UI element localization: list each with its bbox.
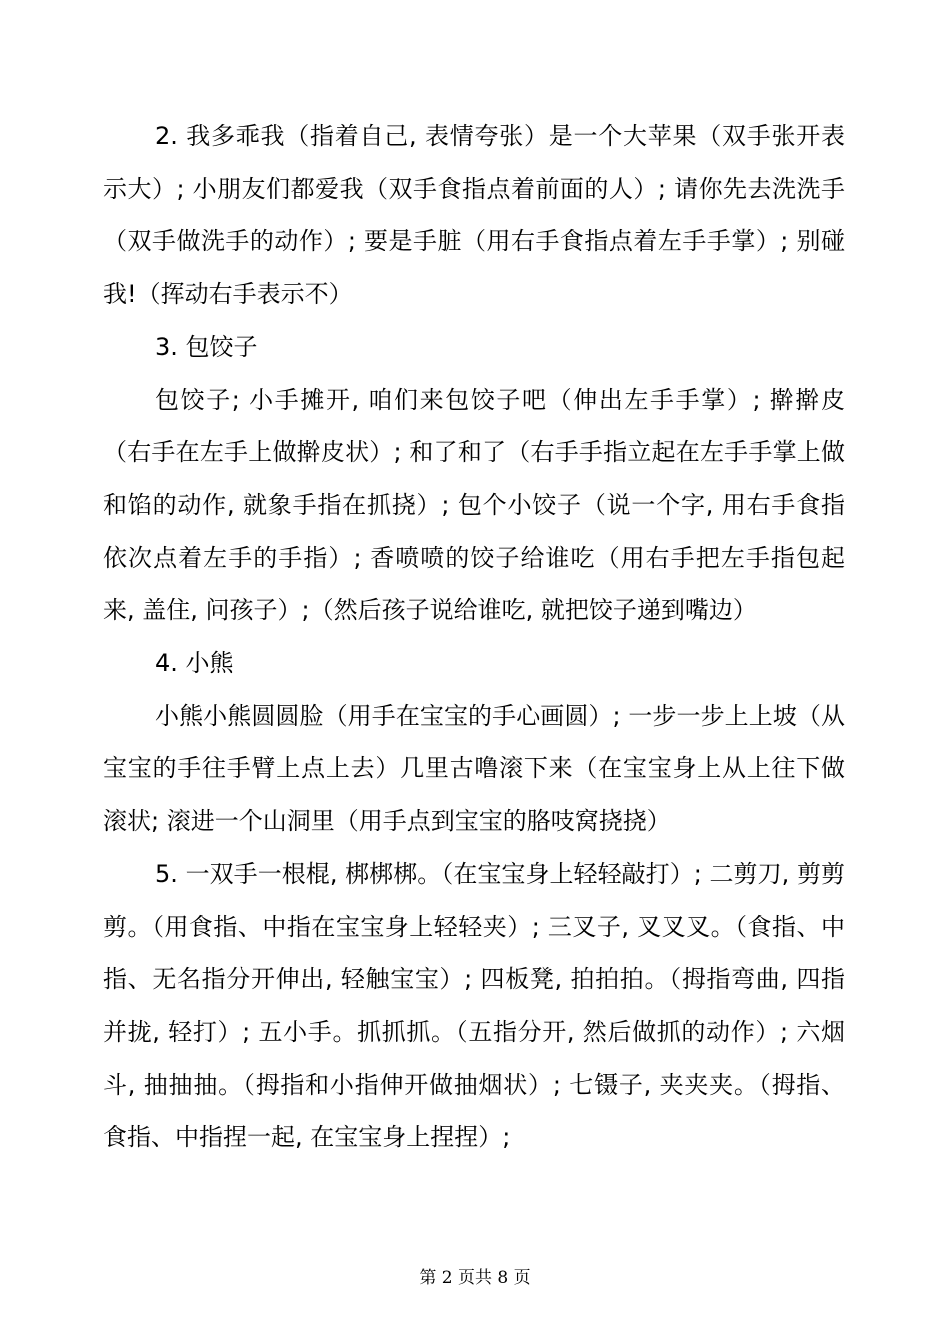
heading-item-3: 3. 包饺子 xyxy=(155,332,258,361)
heading-item-4: 4. 小熊 xyxy=(155,649,234,678)
paragraph-dumplings: 包饺子; 小手摊开, 咱们来包饺子吧（伸出左手手掌）; 擀擀皮（右手在左手上做擀皮状）; 和了和了（右手手指立起在左手手掌上做和馅的动作, 就象手指在抓挠）; 包个小饺子（说一个字, 用右手食指依次点着左手的手指）; 香喷喷的饺子给谁吃（用右手把左手指包起来, 盖住, 问孩子）;（然后孩子说给谁吃, 就把饺子递到嘴边） xyxy=(103,385,845,625)
document-body xyxy=(103,110,845,1164)
paragraph-item-5: 5. 一双手一根棍, 梆梆梆。（在宝宝身上轻轻敲打）; 二剪刀, 剪剪剪。（用食指、中指在宝宝身上轻轻夹）; 三叉子, 叉叉叉。（食指、中指、无名指分开伸出, 轻触宝宝）; 四板凳, 拍拍拍。（拇指弯曲, 四指并拢, 轻打）; 五小手。抓抓抓。（五指分开, 然后做抓的动作）; 六烟斗, 抽抽抽。（拇指和小指伸开做抽烟状）; 七镊子, 夹夹夹。（拇指、食指、中指捏一起, 在宝宝身上捏捏）; xyxy=(103,859,845,1152)
paragraph-little-bear: 小熊小熊圆圆脸（用手在宝宝的手心画圆）; 一步一步上上坡（从宝宝的手往手臂上点上去）几里古噜滚下来（在宝宝身上从上往下做滚状; 滚进一个山洞里（用手点到宝宝的胳吱窝挠挠） xyxy=(103,701,845,836)
page-number-footer: 第 2 页共 8 页 xyxy=(419,1268,531,1288)
paragraph-item-2: 2. 我多乖我（指着自己, 表情夸张）是一个大苹果（双手张开表示大）; 小朋友们都爱我（双手食指点着前面的人）; 请你先去洗洗手（双手做洗手的动作）; 要是手脏（用右手食指点着左手手掌）; 别碰我!（挥动右手表示不） xyxy=(103,122,845,309)
